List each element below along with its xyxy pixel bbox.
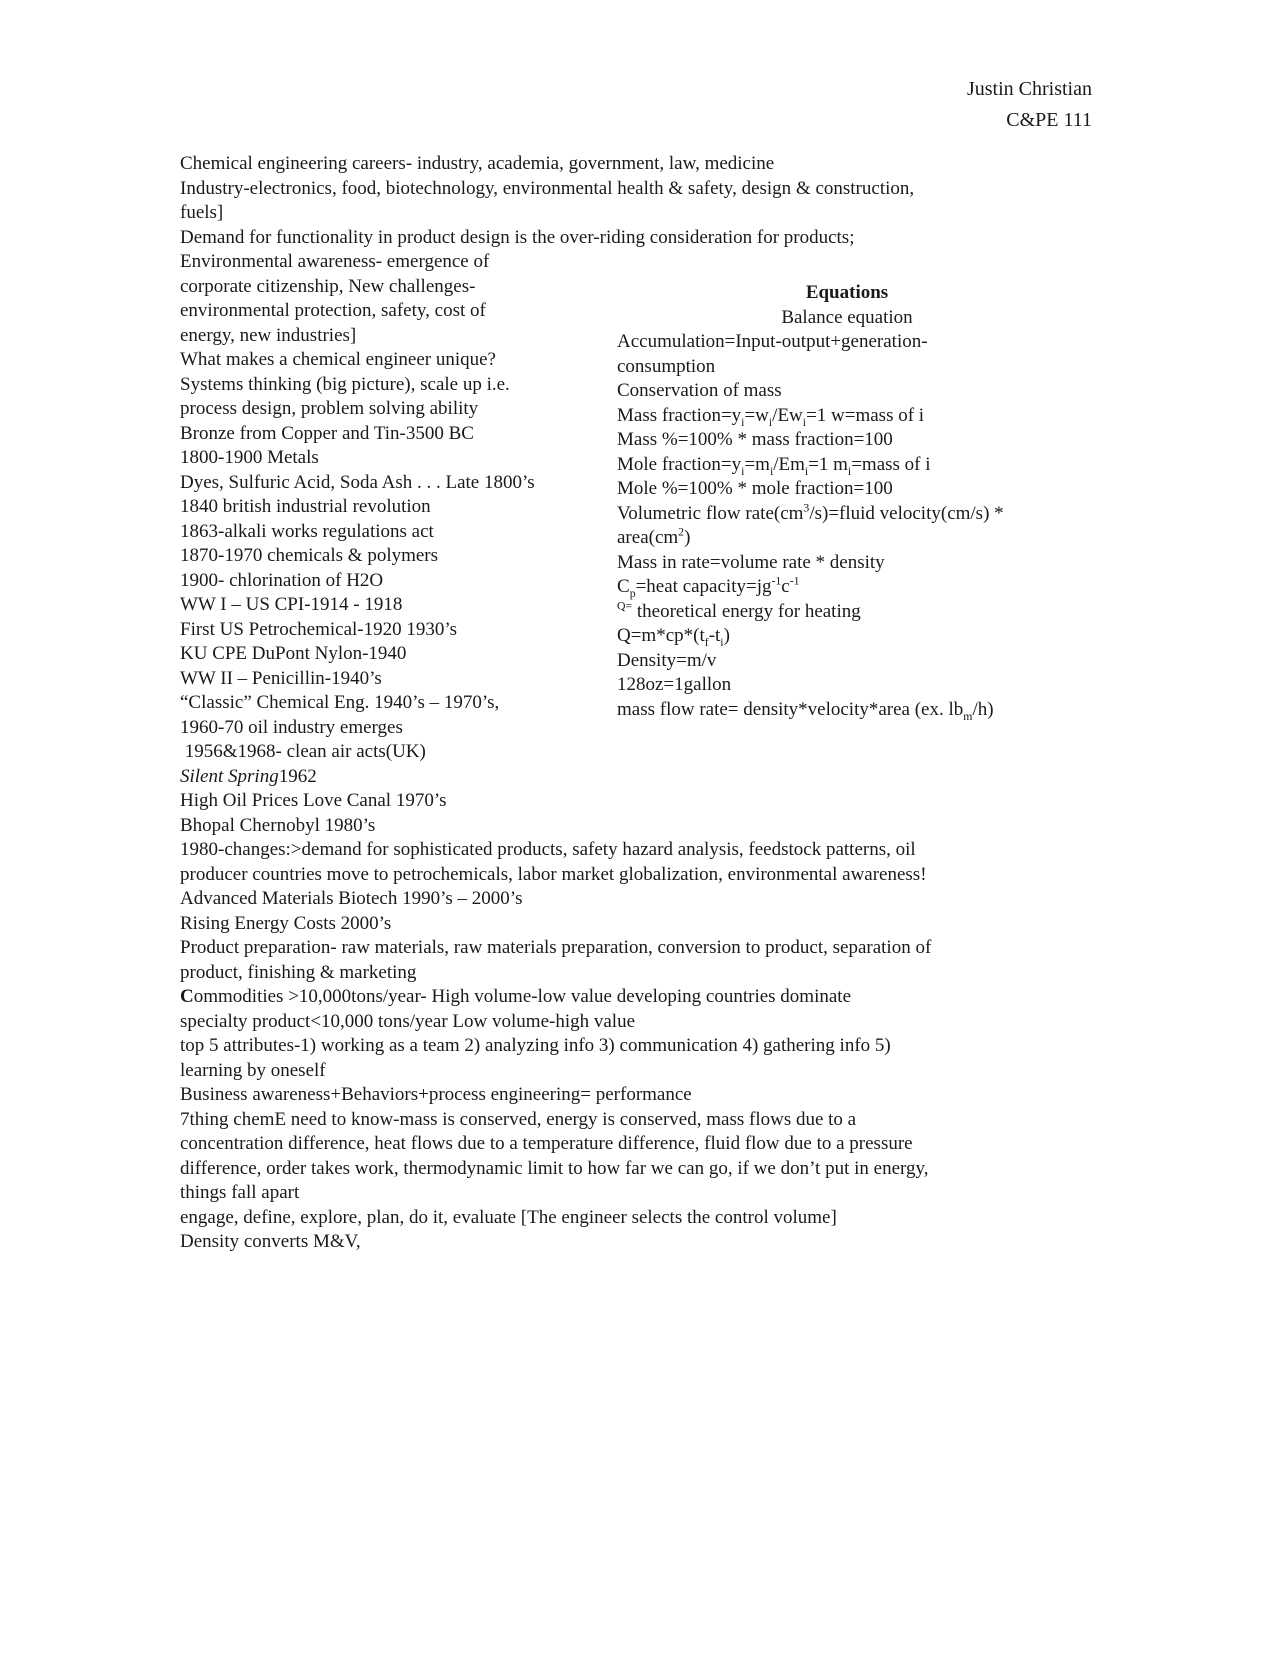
notes-line: Product preparation- raw materials, raw materials preparation, conversion to product, separation of <box>180 937 932 958</box>
intro-line: Industry-electronics, food, biotechnology, environmental health & safety, design & construction, <box>180 177 915 199</box>
notes-line: product, finishing & marketing <box>180 961 417 983</box>
history-line: 1956&1968- clean air acts(UK) <box>180 741 426 762</box>
equation-line: Mass in rate=volume rate * density <box>617 551 885 573</box>
equation-line: $C_p=heat$ $capacity=jg^{-1}c^{-1}$ <box>617 574 800 600</box>
author-name: Justin Christian <box>966 78 1092 100</box>
equation-line: $^{Q=}$ theoretical energy for heating <box>617 599 861 622</box>
notes-line: learning by oneself <box>180 1059 326 1081</box>
history-line: energy, new industries] <box>180 324 357 346</box>
equation-line: consumption <box>617 355 716 377</box>
equation-line: Mass %=100% * mass fraction=100 <box>617 429 893 450</box>
history-line: Dyes, Sulfuric Acid, Soda Ash . . . Late 1800’s <box>180 471 535 493</box>
history-line: 1900- chlorination of H2O <box>180 569 384 591</box>
notes-line: 7thing chemE need to know-mass is conserved, energy is conserved, mass flows due to a <box>180 1108 857 1130</box>
history-line: WW II – Penicillin-1940’s <box>180 667 382 689</box>
history-line: 1870-1970 chemicals & polymers <box>180 545 439 566</box>
intro-paragraphs <box>180 152 1280 250</box>
equations-subtitle: Balance equation <box>781 306 913 328</box>
page-header <box>0 0 1280 136</box>
equation-line: Mole %=100% * mole fraction=100 <box>617 478 893 499</box>
history-line: “Classic” Chemical Eng. 1940’s – 1970’s, <box>180 692 500 713</box>
history-line: 1800-1900 Metals <box>180 447 319 468</box>
history-line: corporate citizenship, New challenges- <box>180 275 476 297</box>
notes-line: Business awareness+Behaviors+process engineering= performance <box>180 1084 692 1105</box>
intro-line: Chemical engineering careers- industry, academia, government, law, medicine <box>180 153 775 174</box>
notes-line: 1980-changes:>demand for sophisticated products, safety hazard analysis, feedstock patterns, oil <box>180 839 916 860</box>
notes-line: specialty product<10,000 tons/year Low volume-high value <box>180 1010 635 1032</box>
equation-line: Accumulation=Input-output+generation- <box>617 331 928 352</box>
history-line: What makes a chemical engineer unique? <box>180 349 496 370</box>
notes-line: Density converts M&V, <box>180 1231 361 1252</box>
history-line: Systems thinking (big picture), scale up i.e. <box>180 373 510 395</box>
history-line: WW I – US CPI-1914 - 1918 <box>180 594 403 615</box>
history-line: 1960-70 oil industry emerges <box>180 716 403 738</box>
equation-line: Conservation of mass <box>617 380 782 401</box>
equation-line: 128oz=1gallon <box>617 674 732 695</box>
history-line: First US Petrochemical-1920 1930’s <box>180 618 458 640</box>
history-line: High Oil Prices Love Canal 1970’s <box>180 790 447 811</box>
notes-line: Commodities >10,000tons/year- High volume-low value developing countries dominate <box>180 986 851 1007</box>
history-line: Bronze from Copper and Tin-3500 BC <box>180 422 474 444</box>
history-line: Silent Spring1962 <box>180 765 317 787</box>
notes-line: concentration difference, heat flows due to a temperature difference, fluid flow due to a pressure <box>180 1133 913 1154</box>
equation-line: Density=m/v <box>617 649 717 671</box>
equations-list <box>617 330 1077 722</box>
history-line: 1863-alkali works regulations act <box>180 520 434 542</box>
notes-line: top 5 attributes-1) working as a team 2) analyzing info 3) communication 4) gathering info 5) <box>180 1035 891 1056</box>
equation-line: $Q=m*cp*(t_f-t_i)$ <box>617 625 730 649</box>
history-line: KU CPE DuPont Nylon-1940 <box>180 643 407 664</box>
history-line: Environmental awareness- emergence of <box>180 251 490 272</box>
equations-panel <box>617 281 1077 722</box>
notes-line: producer countries move to petrochemicals, labor market globalization, environmental awareness! <box>180 863 927 885</box>
notes-line: engage, define, explore, plan, do it, evaluate [The engineer selects the control volume] <box>180 1206 837 1228</box>
equation-line: Volumetric flow $rate(cm^3/s)=fluid$ velocity(cm/s) * <box>617 501 1004 524</box>
course-code: C&PE 111 <box>1006 109 1092 131</box>
history-line: 1840 british industrial revolution <box>180 496 431 517</box>
bottom-paragraphs <box>180 838 1280 1255</box>
notes-line: things fall apart <box>180 1182 300 1203</box>
notes-line: difference, order takes work, thermodynamic limit to how far we can go, if we don’t put in energy, <box>180 1157 929 1179</box>
intro-line: Demand for functionality in product design is the over-riding consideration for products; <box>180 226 855 248</box>
equation-line: Mass $fraction=y_i=w_i/Ew_i=1$ w=mass of i <box>617 404 925 429</box>
history-line: environmental protection, safety, cost of <box>180 300 486 321</box>
equation-line: mass flow rate= density*velocity*area (ex. $lb_m/h$) <box>617 698 994 723</box>
equation-line: Mole $fraction=y_i=m_i/Em_i=1$ $m_i=mass$ of i <box>617 453 931 478</box>
notes-line: Advanced Materials Biotech 1990’s – 2000’s <box>180 888 523 909</box>
notes-line: Rising Energy Costs 2000’s <box>180 912 392 934</box>
intro-line: fuels] <box>180 202 224 223</box>
equation-line: $area(cm^2)$ <box>617 525 691 548</box>
history-line: process design, problem solving ability <box>180 398 479 419</box>
history-line: Bhopal Chernobyl 1980’s <box>180 814 376 836</box>
equations-title: Equations <box>805 282 889 303</box>
